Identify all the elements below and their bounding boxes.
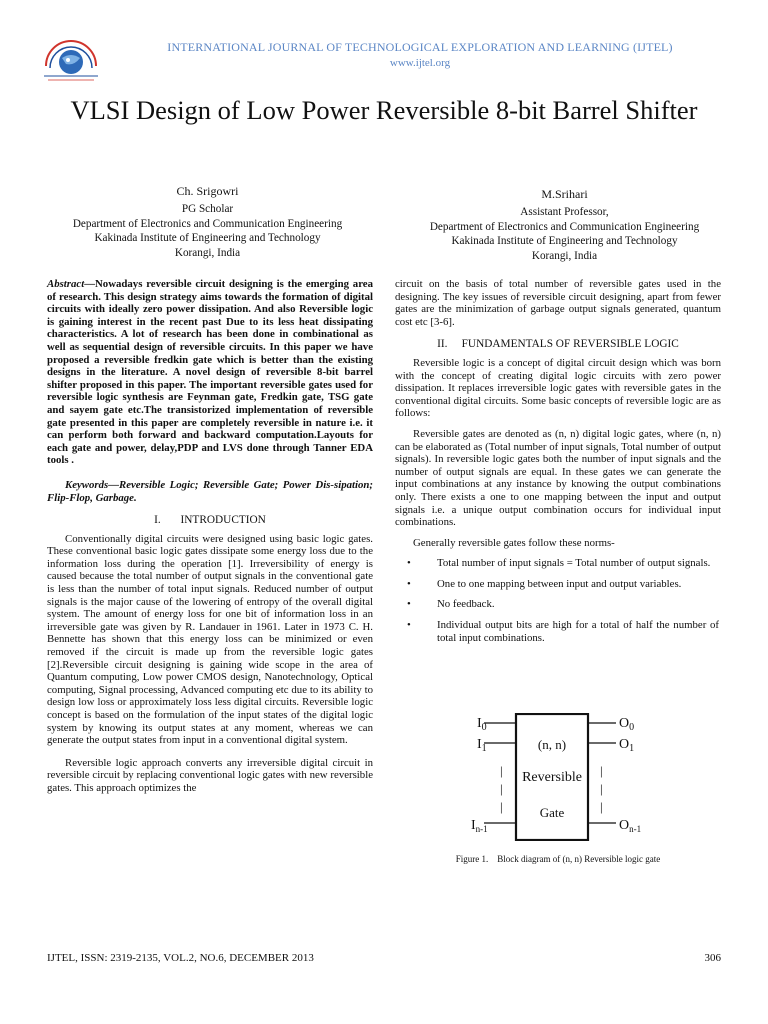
gate-label-reversible: Reversible (522, 770, 582, 785)
input-label: $I_{n-1}$ (471, 818, 488, 834)
input-label: $I_0$ (477, 716, 487, 733)
section-heading-fundamentals: II. FUNDAMENTALS OF REVERSIBLE LOGIC (437, 338, 679, 351)
author-role: Assistant Professor, (520, 205, 609, 218)
ellipsis-mark: | (500, 781, 503, 796)
bullet-icon: • (407, 598, 411, 611)
ellipsis-mark: | (600, 799, 603, 814)
journal-name: INTERNATIONAL JOURNAL OF TECHNOLOGICAL EXPLORATION AND LEARNING (IJTEL) (167, 40, 673, 54)
fundamentals-paragraph-1: Reversible logic is a concept of digital circuit design which was born with the concept of creating digital logic circuits with zero power dissipation. It replaces irreversible logic gates with reversible gates in the conventional digital circuits. Some basic concepts of reversible logic are as follows: (395, 356, 721, 420)
list-item-text: No feedback. (437, 598, 495, 611)
bullet-icon: • (407, 619, 411, 632)
figure-reversible-gate-diagram (466, 713, 656, 841)
author-location: Korangi, India (531, 250, 598, 263)
keywords-label: Keywords (65, 478, 109, 491)
list-item-text: One to one mapping between input and output variables. (437, 577, 682, 590)
ellipsis-mark: | (500, 799, 503, 814)
paper-title: VLSI Design of Low Power Reversible 8-bit Barrel Shifter (70, 95, 698, 125)
abstract-text: —Nowadays reversible circuit designing is the emerging area of research. This design strategy aims towards the formation of digital circuits with ideally zero power dissipation. And also Reversible logic is gaining interest in the recent past Due to its less heat dissipating characteristics. A lot of research has been done in combinational as well as sequential design of reversible circuits. In this paper we have proposed a reversible fredkin gate which is better than the existing designs in the literature. A novel design of reversible 8-bit barrel shifter proposed in this paper. The important reversible gates used for reversible logic synthesis are Feynman gate, Fredkin gate, TSG gate and sayem gate etc.The transistorized implementation of reversible gate presented in this paper are completely reversible in nature i.e. it can perform both forward and backward computation.Layouts for each gate and power, delay,PDP and LVS done through Tanner EDA tools . (47, 278, 373, 467)
fundamentals-paragraph-2: Reversible gates are denoted as (n, n) digital logic gates, where (n, n) can be elaborated as (Total number of input signals, Total number of output signals). In reversible logic gates both the number of input signals and the number of output signals are equal. In these gates we can generate the input combinations at any instance by knowing the output combinations only. There exists a one to one mapping between the input and output signals i.e. a unique output combination occurs for individual input combinations. (395, 427, 721, 529)
ellipsis-mark: | (500, 763, 503, 778)
author-name: M.Srihari (541, 187, 588, 201)
list-item (395, 578, 721, 591)
journal-url[interactable]: www.ijtel.org (389, 57, 451, 69)
bullet-icon: • (407, 557, 411, 570)
list-item-text: Total number of input signals = Total number of output signals. (437, 557, 711, 570)
author-name: Ch. Srigowri (176, 184, 239, 198)
gate-label-gate: Gate (539, 805, 565, 820)
norms-list (395, 557, 721, 644)
input-label: $I_1$ (477, 737, 487, 754)
abstract (47, 278, 373, 467)
journal-logo (40, 36, 102, 88)
ellipsis-mark: | (600, 781, 603, 796)
author-institute: Kakinada Institute of Engineering and Technology (94, 232, 321, 245)
figure-caption: Figure 1. Block diagram of (n, n) Reversible logic gate (455, 854, 661, 864)
list-item (395, 557, 721, 570)
list-item (395, 619, 721, 644)
author-department: Department of Electronics and Communication Engineering (72, 217, 343, 230)
author-department: Department of Electronics and Communication Engineering (429, 220, 700, 233)
intro-paragraph-1: Conventionally digital circuits were designed using basic logic gates. These conventional basic logic gates dissipate some energy loss due to the information loss during the operation [1]. Irreversibility of energy is caused because the total number of output signals in the conventional gate is less than the number of total input signals. Reduced number of output signals is the major cause of the lowering of entropy of the overall digital system. The amount of energy loss for one bit of information loss in an irreversible gate was given by R. Landauer in 1961. Later in 1973 C. H. Bennette has shown that this energy loss can be minimized or even removed if the circuit is made up from the reversible logic gates [2].Reversible circuit designing is gaining wide scope in the area of Quantum computing, Low power CMOS design, Nanotechnology, Optical computing, Signal processing, Advanced computing etc due to its ability to design low loss or approximately loss less digital circuits. Reversible logic concept is based on the formulation of the input states of the digital logic system by knowing its output states at any moment, whereas we can generate the output states from input in a conventional digital system. (47, 532, 373, 747)
page-number: 306 (704, 952, 721, 964)
left-column (47, 278, 373, 795)
output-label: $O_1$ (619, 737, 635, 754)
page-footer (47, 952, 721, 964)
author-institute: Kakinada Institute of Engineering and Technology (451, 235, 678, 248)
list-item (395, 598, 721, 611)
keywords (47, 479, 373, 504)
footer-citation: IJTEL, ISSN: 2319-2135, VOL.2, NO.6, DECEMBER 2013 (47, 952, 314, 964)
output-label: $O_0$ (619, 716, 635, 733)
gate-label-nn: (n, n) (537, 737, 567, 752)
author-role: PG Scholar (181, 202, 234, 215)
author-block-1 (40, 184, 375, 261)
author-location: Korangi, India (174, 247, 241, 260)
intro-paragraph-2: Reversible logic approach converts any irreversible digital circuit in reversible circuit by replacing conventional logic gates with new reversible gates. This approach optimizes the (47, 756, 373, 794)
keywords-text: —Reversible Logic; Reversible Gate; Power Dis-sipation; Flip-Flop, Garbage. (47, 478, 373, 504)
continued-paragraph: circuit on the basis of total number of reversible gates used in the designing. The key issues of reversible circuit designing, apart from fewer gates are the minimization of garbage output signals generated, quantum cost etc [3-6]. (395, 278, 721, 328)
section-heading-introduction: I. INTRODUCTION (154, 514, 266, 527)
ellipsis-mark: | (600, 763, 603, 778)
abstract-label: Abstract (47, 278, 85, 290)
bullet-icon: • (407, 577, 411, 590)
fundamentals-paragraph-3: Generally reversible gates follow these norms- (413, 536, 615, 549)
output-label: $O_{n-1}$ (619, 818, 642, 834)
list-item-text: Individual output bits are high for a total of half the number of total input combinations. (437, 619, 719, 644)
right-column (395, 278, 721, 644)
author-block-2 (397, 187, 732, 264)
